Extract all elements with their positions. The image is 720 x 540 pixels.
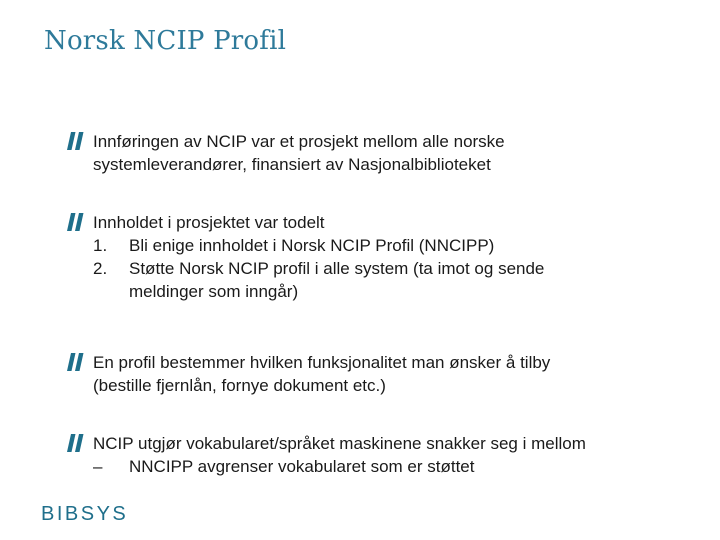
bullet-1-line-2: systemleverandører, finansiert av Nasjonalbiblioteket — [93, 155, 491, 174]
sub-item-1-line-1: Bli enige innholdet i Norsk NCIP Profil (NNCIPP) — [129, 236, 495, 255]
double-slash-icon — [66, 213, 86, 231]
bullet-4 — [66, 432, 586, 478]
sub-item-2 — [93, 257, 544, 303]
sub-item-3-marker: – — [93, 457, 103, 476]
sub-item-1 — [93, 234, 544, 257]
sub-item-2-marker: 2. — [93, 259, 108, 278]
double-slash-icon — [66, 353, 86, 371]
sub-item-3 — [93, 455, 586, 478]
sub-item-2-line-2: meldinger som inngår) — [129, 282, 299, 301]
bullet-1 — [66, 130, 505, 176]
slide-title: Norsk NCIP Profil — [44, 26, 287, 56]
sub-item-2-line-1: Støtte Norsk NCIP profil i alle system (ta imot og sende — [129, 259, 545, 278]
bullet-3-line-2: (bestille fjernlån, fornye dokument etc.) — [93, 376, 386, 395]
sub-item-3-line-1: NNCIPP avgrenser vokabularet som er støttet — [129, 457, 475, 476]
double-slash-icon — [66, 132, 86, 150]
bullet-2-line-1: Innholdet i prosjektet var todelt — [93, 213, 325, 232]
bullet-2 — [66, 211, 544, 303]
bullet-3-line-1: En profil bestemmer hvilken funksjonalitet man ønsker å tilby — [93, 353, 551, 372]
bullet-4-line-1: NCIP utgjør vokabularet/språket maskinene snakker seg i mellom — [93, 434, 586, 453]
bullet-3 — [66, 351, 550, 397]
bullet-1-line-1: Innføringen av NCIP var et prosjekt mellom alle norske — [93, 132, 505, 151]
sub-item-1-marker: 1. — [93, 236, 108, 255]
bibsys-logo: BIBSYS — [41, 503, 129, 525]
double-slash-icon — [66, 434, 86, 452]
